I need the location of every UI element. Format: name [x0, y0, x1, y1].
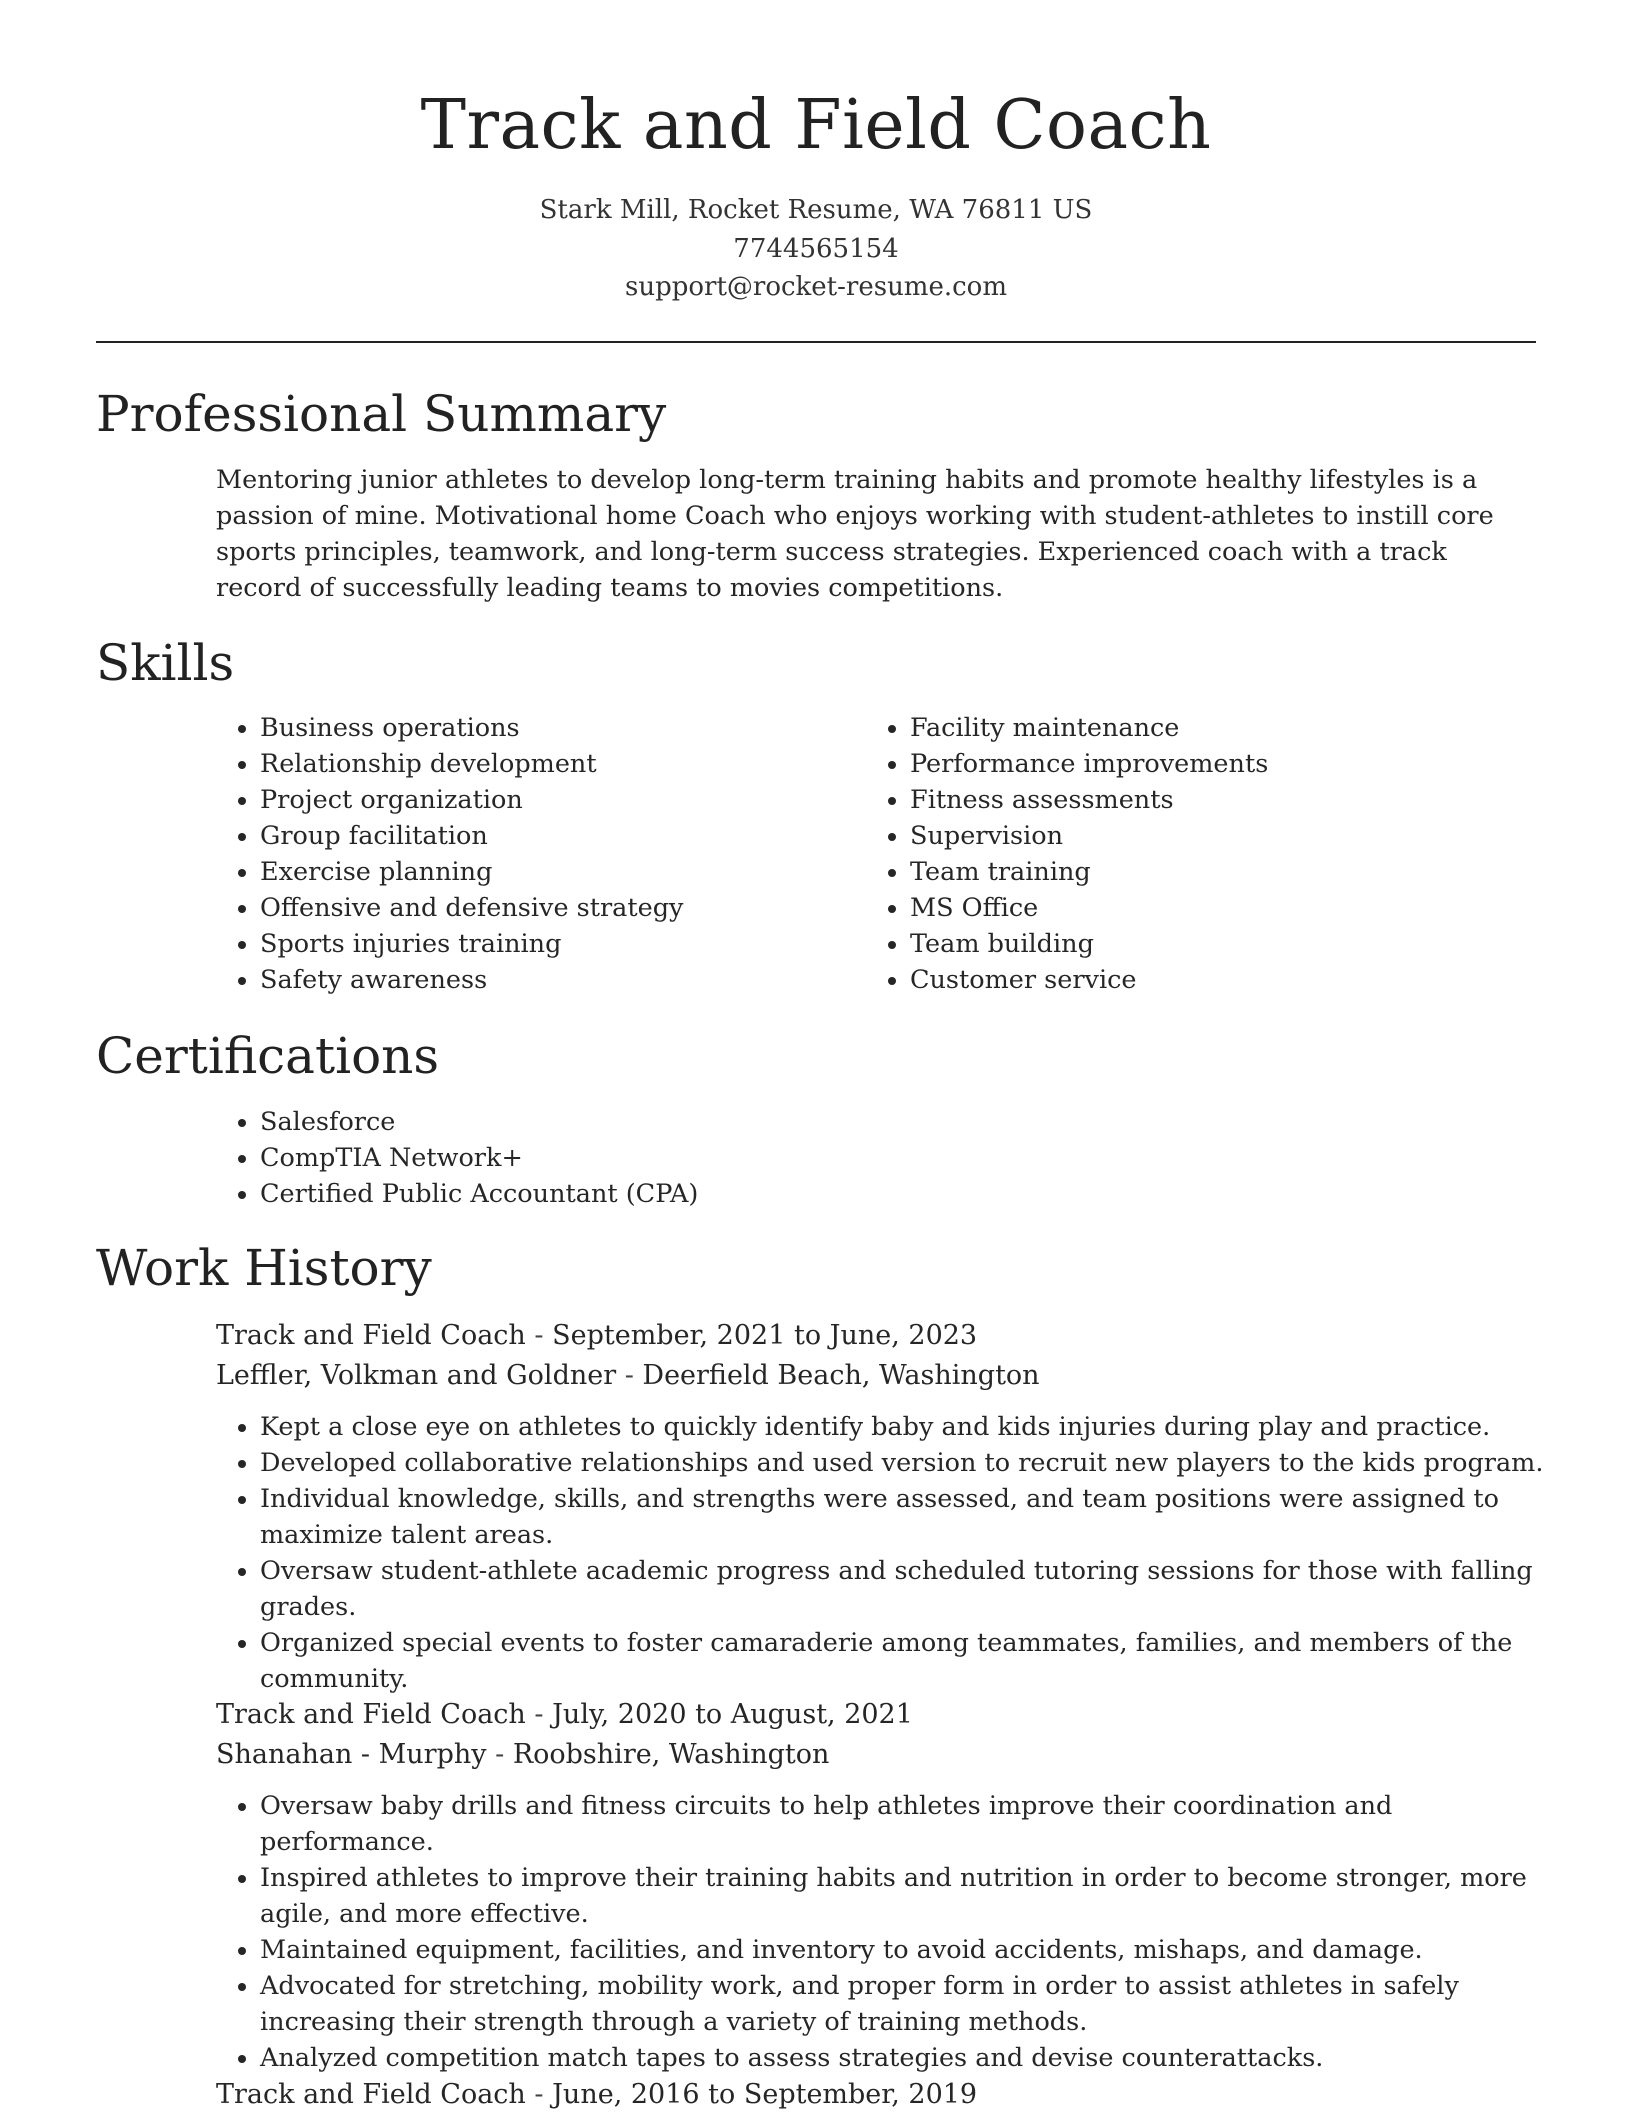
- job-bullets: [216, 1409, 1570, 1697]
- skill-item: • Offensive and defensive strategy: [260, 890, 860, 926]
- job-location: Deerfield Beach, Washington: [642, 1360, 1040, 1391]
- skill-item: • Safety awareness: [260, 962, 860, 998]
- job-bullet: • Analyzed competition match tapes to assess strategies and devise counterattacks.: [260, 2040, 1570, 2076]
- section-title-work-history: Work History: [96, 1239, 432, 1297]
- skill-item: • Facility maintenance: [910, 710, 1560, 746]
- job-title: Track and Field Coach: [216, 1320, 526, 1351]
- section-title-skills: Skills: [96, 634, 235, 692]
- job-employer: [216, 1735, 829, 1775]
- job-bullet: • Kept a close eye on athletes to quickly identify baby and kids injuries during play and practice.: [260, 1409, 1570, 1445]
- job-bullet: • Advocated for stretching, mobility work, and proper form in order to assist athletes in safely increasing their strength through a variety of training methods.: [260, 1968, 1570, 2040]
- skill-item: • Project organization: [260, 782, 860, 818]
- job-title: Track and Field Coach: [216, 2079, 526, 2110]
- job-bullet: • Organized special events to foster camaraderie among teammates, families, and members of the community.: [260, 1625, 1570, 1697]
- job-bullet: • Oversaw student-athlete academic progress and scheduled tutoring sessions for those with falling grades.: [260, 1553, 1570, 1625]
- skill-item: • Relationship development: [260, 746, 860, 782]
- job-bullets: [216, 1788, 1570, 2076]
- section-title-summary: Professional Summary: [96, 385, 667, 443]
- job-heading: [216, 1316, 977, 1356]
- separator: -: [616, 1360, 643, 1391]
- separator: -: [525, 1699, 553, 1730]
- certification-item: • Salesforce: [260, 1104, 1560, 1140]
- job-dates: July, 2020 to August, 2021: [552, 1699, 913, 1730]
- company-name: Shanahan - Murphy: [216, 1739, 487, 1770]
- skill-item: • Performance improvements: [910, 746, 1560, 782]
- job-bullet: • Maintained equipment, facilities, and inventory to avoid accidents, mishaps, and damage.: [260, 1932, 1570, 1968]
- skill-item: • Sports injuries training: [260, 926, 860, 962]
- skill-item: • Supervision: [910, 818, 1560, 854]
- summary-text: Mentoring junior athletes to develop long-term training habits and promote healthy lifestyles is a passion of mine. Motivational home Coach who enjoys working with student-athletes to instill core sports principles, teamwork, and long-term success strategies. Experienced coach with a track record of successfully leading teams to movies competitions.: [216, 465, 1494, 603]
- skill-item: • Team building: [910, 926, 1560, 962]
- section-title-certifications: Certifications: [96, 1027, 440, 1085]
- company-name: Leffler, Volkman and Goldner: [216, 1360, 617, 1391]
- job-dates: September, 2021 to June, 2023: [552, 1320, 978, 1351]
- skills-list-left: [216, 710, 860, 998]
- skill-item: • Business operations: [260, 710, 860, 746]
- certification-item: • CompTIA Network+: [260, 1140, 1560, 1176]
- contact-address: Stark Mill, Rocket Resume, WA 76811 US: [539, 195, 1093, 225]
- separator: -: [525, 2079, 553, 2110]
- contact-email: support@rocket-resume.com: [624, 272, 1007, 302]
- job-heading: [216, 2075, 977, 2115]
- separator: -: [525, 1320, 553, 1351]
- skill-item: • Group facilitation: [260, 818, 860, 854]
- certification-item: • Certified Public Accountant (CPA): [260, 1176, 1560, 1212]
- skill-item: • MS Office: [910, 890, 1560, 926]
- skills-list-right: [866, 710, 1560, 998]
- candidate-name: Track and Field Coach: [420, 86, 1212, 165]
- contact-phone: 7744565154: [733, 234, 899, 264]
- certifications-list: [216, 1104, 1560, 1212]
- job-dates: June, 2016 to September, 2019: [552, 2079, 978, 2110]
- skill-item: • Exercise planning: [260, 854, 860, 890]
- job-bullet: • Individual knowledge, skills, and strengths were assessed, and team positions were assigned to maximize talent areas.: [260, 1481, 1570, 1553]
- skill-item: • Customer service: [910, 962, 1560, 998]
- job-bullet: • Inspired athletes to improve their training habits and nutrition in order to become stronger, more agile, and more effective.: [260, 1860, 1570, 1932]
- job-bullet: • Oversaw baby drills and fitness circuits to help athletes improve their coordination and performance.: [260, 1788, 1570, 1860]
- job-employer: [216, 1356, 1040, 1396]
- header-divider: [96, 341, 1536, 343]
- job-location: Roobshire, Washington: [512, 1739, 830, 1770]
- skill-item: • Fitness assessments: [910, 782, 1560, 818]
- job-bullet: • Developed collaborative relationships and used version to recruit new players to the kids program.: [260, 1445, 1570, 1481]
- job-heading: [216, 1695, 913, 1735]
- separator: -: [486, 1739, 513, 1770]
- job-title: Track and Field Coach: [216, 1699, 526, 1730]
- skill-item: • Team training: [910, 854, 1560, 890]
